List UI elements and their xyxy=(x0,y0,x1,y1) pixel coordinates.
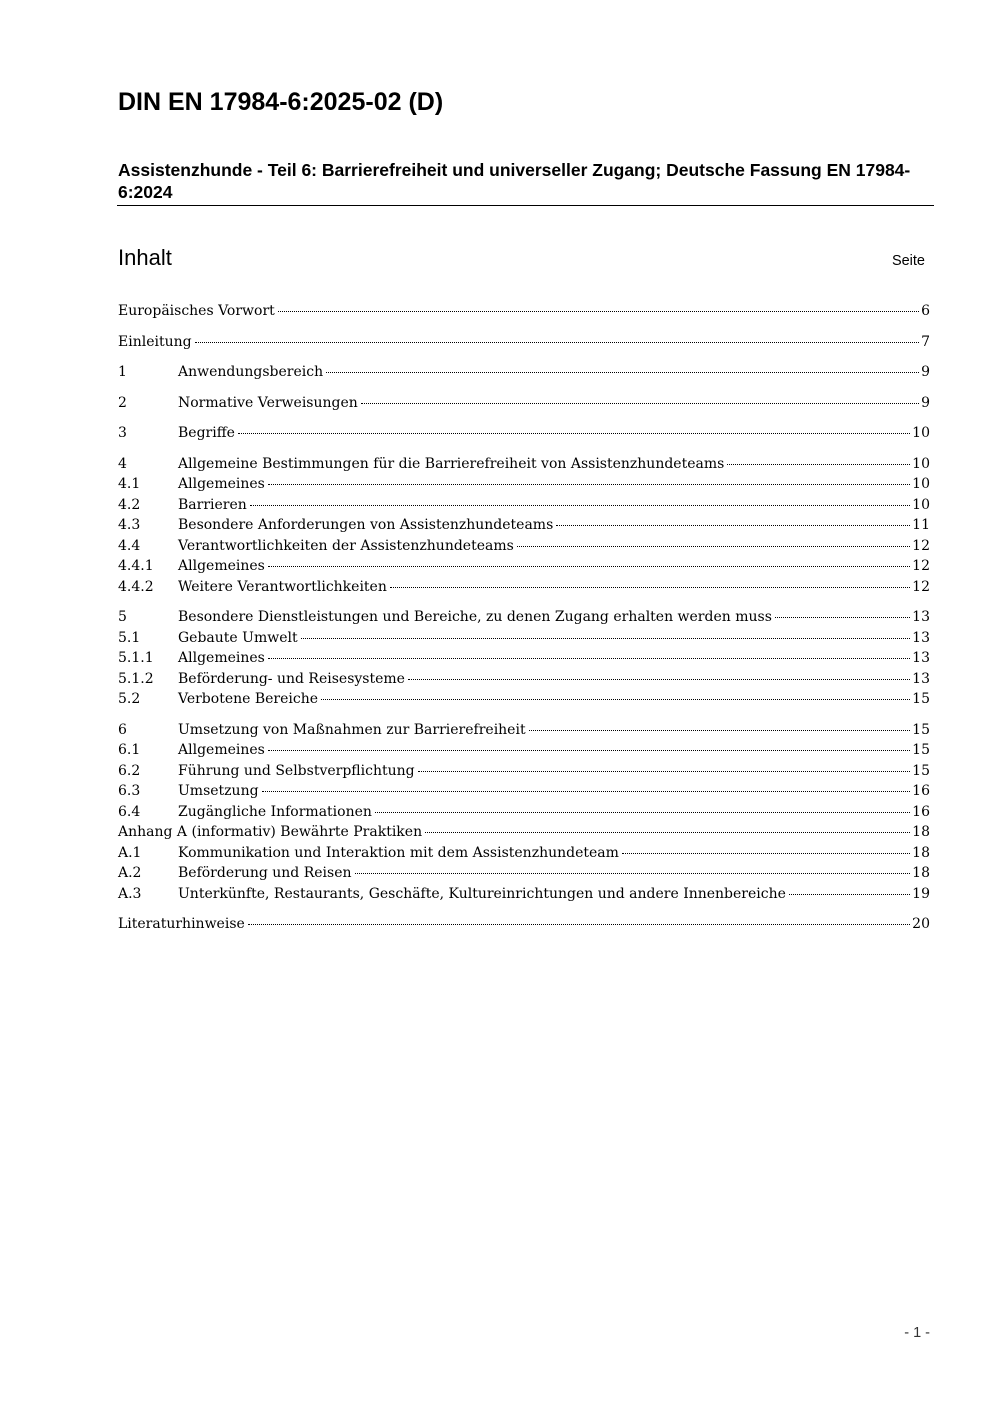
toc-entry[interactable] xyxy=(118,607,930,628)
table-of-contents xyxy=(118,301,930,935)
toc-entry-page: 7 xyxy=(921,333,930,350)
toc-entry-title: Umsetzung xyxy=(178,781,260,802)
toc-entry[interactable] xyxy=(118,454,930,475)
toc-entry[interactable] xyxy=(118,301,930,322)
toc-entry[interactable] xyxy=(118,577,930,598)
toc-entry-title: Kommunikation und Interaktion mit dem Assistenzhundeteam xyxy=(178,843,620,864)
document-subtitle: Assistenzhunde - Teil 6: Barrierefreiheit und universeller Zugang; Deutsche Fassung EN 17984-6:2024 xyxy=(118,160,911,202)
toc-entry-page: 11 xyxy=(912,517,930,533)
toc-entry[interactable] xyxy=(118,781,930,802)
toc-entry-page: 9 xyxy=(921,394,930,411)
toc-leader xyxy=(418,771,911,772)
toc-entry-title: Allgemeines xyxy=(178,474,266,495)
toc-entry-page: 20 xyxy=(912,916,930,932)
toc-leader xyxy=(250,505,910,506)
toc-entry[interactable] xyxy=(118,332,930,353)
toc-entry-page: 10 xyxy=(912,425,930,441)
toc-entry[interactable] xyxy=(118,720,930,741)
toc-entry[interactable] xyxy=(118,914,930,935)
toc-leader xyxy=(268,658,910,659)
toc-entry[interactable] xyxy=(118,669,930,690)
toc-entry-title: Führung und Selbstverpflichtung xyxy=(178,761,416,782)
toc-entry-number: 1 xyxy=(118,364,127,380)
toc-leader xyxy=(301,638,911,639)
document-title: DIN EN 17984-6:2025-02 (D) xyxy=(118,88,444,116)
toc-leader xyxy=(248,924,910,925)
toc-entry-number: 6.4 xyxy=(118,803,141,820)
toc-leader xyxy=(390,587,910,588)
toc-leader xyxy=(268,484,910,485)
toc-entry-page: 12 xyxy=(912,537,930,554)
toc-leader xyxy=(268,566,910,567)
toc-entry-title: Barrieren xyxy=(178,495,248,516)
toc-entry[interactable] xyxy=(118,536,930,557)
toc-entry[interactable] xyxy=(118,515,930,536)
toc-leader xyxy=(425,832,910,833)
toc-entry-number: 3 xyxy=(118,425,127,441)
toc-entry-number: 6 xyxy=(118,721,127,738)
toc-heading: Inhalt xyxy=(118,245,172,270)
toc-entry-title: Verantwortlichkeiten der Assistenzhundeteams xyxy=(178,536,515,557)
toc-entry-number: 5.1 xyxy=(118,629,141,646)
toc-entry[interactable] xyxy=(118,556,930,577)
toc-entry-page: 6 xyxy=(921,303,930,319)
toc-entry-page: 12 xyxy=(912,578,930,595)
toc-leader xyxy=(517,546,910,547)
toc-entry-page: 13 xyxy=(912,670,930,687)
toc-entry-number: 4.4 xyxy=(118,537,141,554)
toc-entry-page: 18 xyxy=(912,844,930,861)
toc-leader xyxy=(238,433,910,434)
toc-entry[interactable] xyxy=(118,740,930,761)
toc-entry[interactable] xyxy=(118,495,930,516)
toc-entry-number: 4.4.1 xyxy=(118,558,154,574)
toc-entry[interactable] xyxy=(118,843,930,864)
toc-entry[interactable] xyxy=(118,474,930,495)
toc-entry[interactable] xyxy=(118,648,930,669)
toc-entry[interactable] xyxy=(118,761,930,782)
toc-leader xyxy=(622,853,910,854)
toc-entry-title: Anhang A (informativ) Bewährte Praktiken xyxy=(118,822,423,843)
toc-entry-number: 6.3 xyxy=(118,783,141,799)
toc-leader xyxy=(355,873,911,874)
toc-entry-title: Allgemeines xyxy=(178,740,266,761)
toc-entry-title: Verbotene Bereiche xyxy=(178,689,319,710)
toc-leader xyxy=(361,403,919,404)
toc-entry[interactable] xyxy=(118,689,930,710)
toc-entry-title: Allgemeines xyxy=(178,648,266,669)
toc-leader xyxy=(278,311,919,312)
toc-entry-number: 6.2 xyxy=(118,762,141,779)
toc-leader xyxy=(375,812,910,813)
toc-leader xyxy=(195,342,920,343)
toc-entry-page: 12 xyxy=(912,558,930,574)
toc-entry-title: Allgemeine Bestimmungen für die Barrierefreiheit von Assistenzhundeteams xyxy=(178,454,725,475)
toc-page-column-label: Seite xyxy=(891,253,925,269)
toc-entry-number: 5.1.2 xyxy=(118,670,154,687)
toc-entry-title: Besondere Dienstleistungen und Bereiche, zu denen Zugang erhalten werden muss xyxy=(178,607,773,628)
toc-entry-page: 18 xyxy=(912,824,930,840)
toc-entry-page: 10 xyxy=(912,455,930,472)
toc-entry-number: 6.1 xyxy=(118,742,141,758)
toc-entry-title: Beförderung und Reisen xyxy=(178,863,353,884)
toc-entry-page: 10 xyxy=(912,476,930,492)
toc-entry-number: 4.4.2 xyxy=(118,578,154,595)
toc-leader xyxy=(326,372,919,373)
toc-entry-page: 15 xyxy=(912,721,930,738)
toc-entry-number: 4.1 xyxy=(118,476,141,492)
toc-entry-page: 15 xyxy=(912,691,930,707)
toc-entry-number: A.3 xyxy=(118,885,142,902)
toc-entry-page: 19 xyxy=(912,885,930,902)
toc-entry-title: Unterkünfte, Restaurants, Geschäfte, Kultureinrichtungen und andere Innenbereiche xyxy=(178,884,787,905)
toc-entry-page: 18 xyxy=(912,865,930,881)
toc-leader xyxy=(556,525,910,526)
toc-entry-number: 5.1.1 xyxy=(118,650,154,666)
toc-entry-number: A.1 xyxy=(118,844,142,861)
toc-entry-title: Umsetzung von Maßnahmen zur Barrierefreiheit xyxy=(178,720,527,741)
toc-entry-title: Weitere Verantwortlichkeiten xyxy=(178,577,388,598)
toc-entry[interactable] xyxy=(118,884,930,905)
toc-entry[interactable] xyxy=(118,822,930,843)
toc-leader xyxy=(262,791,911,792)
toc-entry-title: Normative Verweisungen xyxy=(178,393,359,414)
toc-entry-page: 16 xyxy=(912,803,930,820)
toc-leader xyxy=(321,699,910,700)
toc-entry-page: 13 xyxy=(912,650,930,666)
toc-leader xyxy=(529,730,911,731)
toc-entry-title: Allgemeines xyxy=(178,556,266,577)
toc-entry-number: 4.2 xyxy=(118,496,141,513)
toc-entry-page: 15 xyxy=(912,762,930,779)
toc-entry[interactable] xyxy=(118,423,930,444)
toc-entry-page: 9 xyxy=(921,364,930,380)
toc-entry[interactable] xyxy=(118,863,930,884)
toc-leader xyxy=(268,750,910,751)
toc-entry-number: 4 xyxy=(118,455,127,472)
toc-entry-number: 4.3 xyxy=(118,517,141,533)
toc-entry-page: 13 xyxy=(912,629,930,646)
toc-entry-page: 13 xyxy=(912,609,930,625)
toc-entry-title: Europäisches Vorwort xyxy=(118,301,276,322)
toc-leader xyxy=(775,617,910,618)
toc-entry[interactable] xyxy=(118,802,930,823)
page-number: - 1 - xyxy=(904,1325,930,1341)
toc-entry-title: Einleitung xyxy=(118,332,193,353)
toc-entry-title: Begriffe xyxy=(178,423,236,444)
toc-entry[interactable] xyxy=(118,393,930,414)
toc-entry[interactable] xyxy=(118,362,930,383)
toc-entry-page: 10 xyxy=(912,496,930,513)
toc-leader xyxy=(789,894,910,895)
toc-entry-title: Literaturhinweise xyxy=(118,914,246,935)
toc-entry-number: 2 xyxy=(118,394,127,411)
toc-entry-page: 15 xyxy=(912,742,930,758)
toc-entry-number: 5.2 xyxy=(118,691,141,707)
toc-entry-title: Gebaute Umwelt xyxy=(178,628,299,649)
toc-entry-title: Beförderung- und Reisesysteme xyxy=(178,669,406,690)
toc-entry[interactable] xyxy=(118,628,930,649)
toc-entry-number: A.2 xyxy=(118,865,142,881)
toc-entry-title: Zugängliche Informationen xyxy=(178,802,373,823)
toc-entry-page: 16 xyxy=(912,783,930,799)
toc-entry-title: Anwendungsbereich xyxy=(178,362,324,383)
title-divider xyxy=(117,205,934,206)
toc-leader xyxy=(727,464,910,465)
toc-entry-title: Besondere Anforderungen von Assistenzhundeteams xyxy=(178,515,554,536)
toc-entry-number: 5 xyxy=(118,609,127,625)
toc-leader xyxy=(408,679,910,680)
